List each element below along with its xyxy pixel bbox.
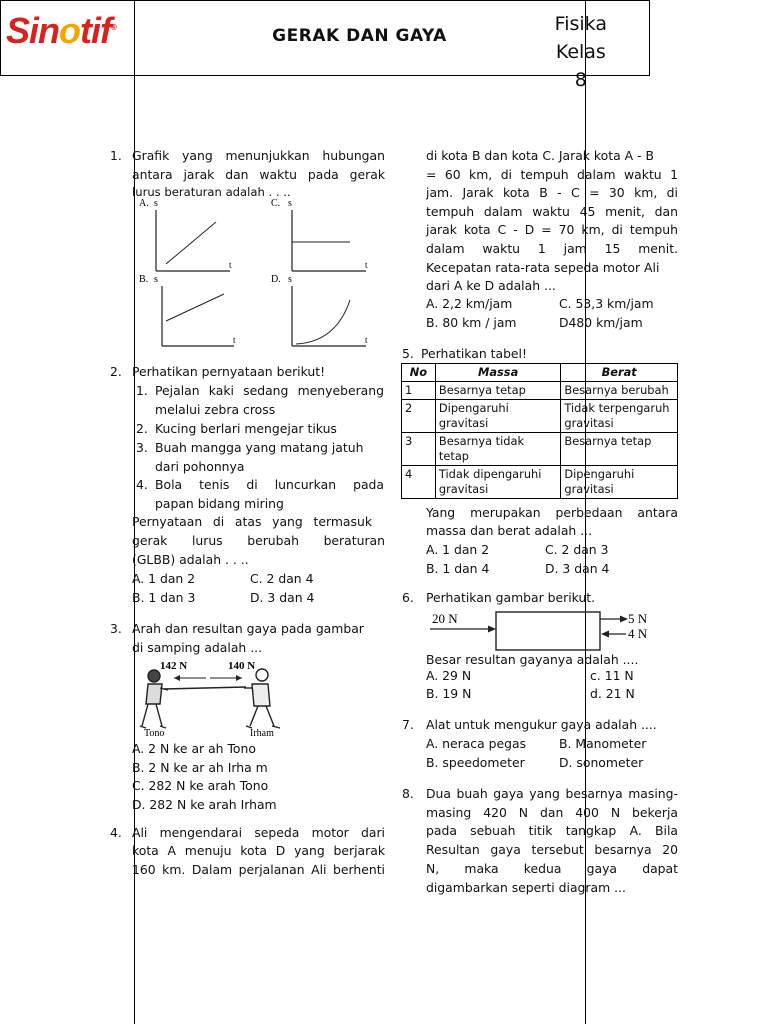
graph-c-t: t [365,260,368,270]
graph-c-label: C. [271,198,281,209]
q4-number: 4. [110,825,122,840]
q2-option-d: D. 3 dan 4 [250,590,315,605]
q4-cont-7: Kecepatan rata-rata sepeda motor Ali [426,260,660,275]
q6-question: Besar resultan gayanya adalah .... [426,652,639,667]
table-cell: Besarnya tidak tetap [435,433,560,466]
q6-box [496,612,600,650]
q4-option-b: B. 80 km / jam [426,315,517,330]
q5-option-c: C. 2 dan 3 [545,542,609,557]
q4-cont-8: dari A ke D adalah ... [426,278,556,293]
q3-option-a: A. 2 N ke ar ah Tono [132,741,256,756]
graph-d-s: s [288,274,292,285]
force-left-label: 142 N [160,660,188,672]
q6-force-right-1: 5 N [628,611,648,626]
q1-graphs [130,196,390,354]
table-header-row [402,364,678,382]
table-cell: Besarnya tetap [561,433,678,466]
q5-option-b: B. 1 dan 4 [426,561,490,576]
q2-item-1-line-2: melalui zebra cross [155,402,276,417]
q7-question: Alat untuk mengukur gaya adalah .... [426,717,657,732]
q7-number: 7. [402,717,414,732]
q8-line-6: digambarkan seperti diagram ... [426,880,626,895]
q4-option-c: C. 53,3 km/jam [559,296,654,311]
graph-d [271,274,368,346]
q2-number: 2. [110,364,122,379]
q4-cont-6: dalam waktu 1 jam 15 menit. [426,241,678,256]
q2-question-line-2: gerak lurus berubah beraturan [132,533,385,548]
tono-figure [140,670,168,728]
q4-cont-3: jam. Jarak kota B - C = 30 km, di [426,185,678,200]
table-cell: 2 [402,400,436,433]
q4-cont-2: = 60 km, di tempuh dalam waktu 1 [426,167,678,182]
q6-option-d: d. 21 N [590,686,635,701]
table-cell: 3 [402,433,436,466]
q5-number: 5. [402,346,414,361]
table-row [402,466,678,499]
q2-item-4-num: 4. [136,477,148,492]
tono-label: Tono [144,728,165,738]
q7-option-d: D. sonometer [559,755,644,770]
q2-item-4-line-2: papan bidang miring [155,496,284,511]
q8-line-3: pada sebuah titik tangkap A. Bila [426,823,678,838]
q2-item-4-line-1: Bola tenis di luncurkan pada [155,477,384,492]
table-cell: 1 [402,382,436,400]
subject-name: Fisika [554,13,607,35]
q1-number: 1. [110,148,122,163]
q4-line-2: kota A menuju kota D yang berjarak [132,843,385,858]
q2-option-c: C. 2 dan 4 [250,571,314,586]
q7-option-a: A. neraca pegas [426,736,527,751]
q2-item-3-num: 3. [136,440,148,455]
q3-option-b: B. 2 N ke ar ah Irha m [132,760,268,775]
table-cell: 4 [402,466,436,499]
q8-number: 8. [402,786,414,801]
document-title: GERAK DAN GAYA [272,26,447,46]
q8-line-1: Dua buah gaya yang besarnya masing- [426,786,678,801]
graph-d-t: t [365,335,368,345]
q4-cont-1: di kota B dan kota C. Jarak kota A - B [426,148,654,163]
q4-line-3: 160 km. Dalam perjalanan Ali berhenti [132,862,385,877]
table-cell: Tidak dipengaruhi gravitasi [435,466,560,499]
irham-figure [244,669,280,728]
q5-option-d: D. 3 dan 4 [545,561,610,576]
mass-weight-table [401,363,678,499]
graph-b-t: t [233,335,236,345]
force-right-label: 140 N [228,660,256,672]
q4-option-a: A. 2,2 km/jam [426,296,513,311]
q2-option-b: B. 1 dan 3 [132,590,196,605]
q6-option-a: A. 29 N [426,668,472,683]
q3-option-d: D. 282 N ke arah Irham [132,797,277,812]
q8-line-2: masing 420 N dan 400 N bekerja [426,805,678,820]
graph-b [139,274,236,346]
table-cell: Besarnya tetap [435,382,560,400]
header-box [0,0,650,91]
q6-force-right-2: 4 N [628,626,648,641]
q3-number: 3. [110,621,122,636]
q6-force-left: 20 N [432,611,458,626]
table-cell: Dipengaruhi gravitasi [561,466,678,499]
q7-option-c: B. speedometer [426,755,525,770]
q8-line-5: N, maka kedua gaya dapat [426,861,678,876]
q4-option-d: D480 km/jam [559,315,643,330]
table-row [402,382,678,400]
graph-c-s: s [288,198,292,209]
q5-question-line-2: massa dan berat adalah ... [426,523,593,538]
q1-line-2: antara jarak dan waktu pada gerak [132,167,385,182]
q2-question-line-3: (GLBB) adalah . . .. [132,552,249,567]
q2-item-3-line-2: dari pohonnya [155,459,245,474]
q2-item-2-line-1: Kucing berlari mengejar tikus [155,421,337,436]
graph-a-t: t [229,260,232,270]
q2-item-2-num: 2. [136,421,148,436]
q8-line-4: Resultan gaya tersebut besarnya 20 [426,842,678,857]
q2-item-3-line-1: Buah mangga yang matang jatuh [155,440,364,455]
table-row [402,433,678,466]
q2-intro: Perhatikan pernyataan berikut! [132,364,326,379]
table-header-no: No [402,364,436,382]
sinotif-logo: Sinotif® [6,10,116,51]
q3-option-c: C. 282 N ke arah Tono [132,778,269,793]
q1-line-1: Grafik yang menunjukkan hubungan [132,148,385,163]
q6-force-diagram [426,608,656,652]
table-cell: Besarnya berubah [561,382,678,400]
q1-line-3: lurus beraturan adalah . . .. [132,185,291,199]
q7-option-b: B. Manometer [559,736,647,751]
table-cell: Tidak terpengaruh gravitasi [561,400,678,433]
graph-a [139,198,232,271]
q3-line-2: di samping adalah ... [132,640,263,655]
graph-d-label: D. [271,274,281,285]
subject-label [555,10,607,94]
graph-c [271,198,368,271]
table-cell: Dipengaruhi gravitasi [435,400,560,433]
q4-cont-5: jarak kota C - D = 70 km, di tempuh [426,222,678,237]
rope [164,687,246,689]
q5-option-a: A. 1 dan 2 [426,542,490,557]
graph-b-s: s [154,274,158,285]
q4-cont-4: tempuh dalam waktu 45 menit, dan [426,204,678,219]
table-header-berat: Berat [561,364,678,382]
q4-line-1: Ali mengendarai sepeda motor dari [132,825,385,840]
irham-label: Irham [250,728,274,738]
q6-option-b: B. 19 N [426,686,472,701]
graph-b-label: B. [139,274,149,285]
table-header-massa: Massa [435,364,560,382]
tug-of-war-illustration [134,656,294,738]
q2-item-1-line-1: Pejalan kaki sedang menyeberang [155,383,384,398]
q3-line-1: Arah dan resultan gaya pada gambar [132,621,364,636]
q5-intro: Perhatikan tabel! [421,346,527,361]
q2-question-line-1: Pernyataan di atas yang termasuk [132,514,372,529]
q5-question-line-1: Yang merupakan perbedaan antara [426,505,678,520]
q2-item-1-num: 1. [136,383,148,398]
table-row [402,400,678,433]
graph-a-label: A. [139,198,149,209]
q6-option-c: c. 11 N [590,668,634,683]
q2-option-a: A. 1 dan 2 [132,571,196,586]
graph-a-s: s [154,198,158,209]
grade-label: Kelas 8 [555,41,606,91]
q6-intro: Perhatikan gambar berikut. [426,590,596,605]
q6-number: 6. [402,590,414,605]
